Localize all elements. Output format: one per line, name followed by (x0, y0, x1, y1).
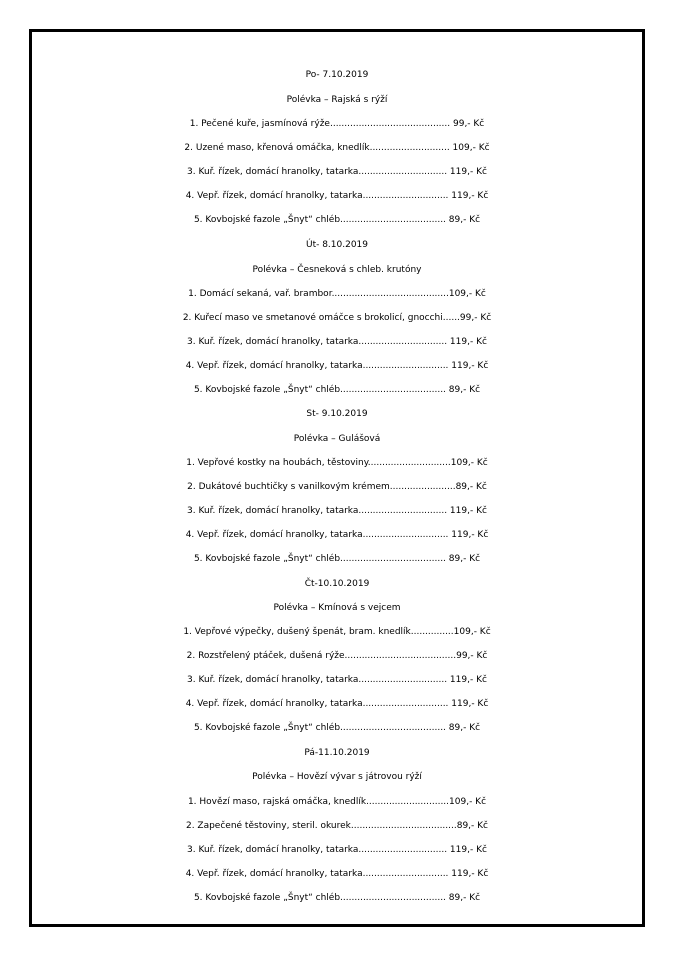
menu-item: 4. Vepř. řízek, domácí hranolky, tatarka.............................. 119,- Kč (185, 699, 489, 709)
menu-item: 2. Kuřecí maso ve smetanové omáčce s brokolicí, gnocchi......99,- Kč (182, 313, 492, 323)
soup-line: Polévka – Rajská s rýží (286, 95, 388, 105)
menu-item: 4. Vepř. řízek, domácí hranolky, tatarka.............................. 119,- Kč (185, 530, 489, 540)
menu-page-frame (29, 29, 645, 927)
menu-item: 1. Pečené kuře, jasmínová rýže.......................................... 99,- Kč (189, 119, 485, 129)
day-date: Čt-10.10.2019 (304, 579, 370, 589)
menu-item: 5. Kovbojské fazole „Šnyt“ chléb..................................... 89,- Kč (193, 215, 481, 225)
day-date: Pá-11.10.2019 (304, 748, 370, 758)
menu-item: 5. Kovbojské fazole „Šnyt“ chléb..................................... 89,- Kč (193, 723, 481, 733)
menu-item: 3. Kuř. řízek, domácí hranolky, tatarka............................... 119,- Kč (187, 845, 487, 855)
menu-item: 2. Rozstřelený ptáček, dušená rýže.......................................99,- Kč (186, 651, 488, 661)
menu-item: 1. Domácí sekaná, vař. brambor.........................................109,- Kč (188, 289, 486, 299)
menu-item: 2. Dukátové buchtičky s vanilkovým krémem.......................89,- Kč (187, 482, 487, 492)
day-date: St- 9.10.2019 (306, 409, 368, 419)
menu-item: 5. Kovbojské fazole „Šnyt“ chléb..................................... 89,- Kč (193, 893, 481, 903)
soup-line: Polévka – Hovězí vývar s játrovou rýží (252, 772, 422, 782)
menu-item: 5. Kovbojské fazole „Šnyt“ chléb..................................... 89,- Kč (193, 554, 481, 564)
menu-item: 1. Vepřové výpečky, dušený špenát, bram. knedlík...............109,- Kč (183, 627, 491, 637)
menu-item: 3. Kuř. řízek, domácí hranolky, tatarka............................... 119,- Kč (187, 675, 487, 685)
day-date: Po- 7.10.2019 (305, 70, 369, 80)
menu-item: 1. Hovězí maso, rajská omáčka, knedlík.............................109,- Kč (187, 797, 487, 807)
day-date: Út- 8.10.2019 (305, 240, 369, 250)
menu-item: 5. Kovbojské fazole „Šnyt“ chléb..................................... 89,- Kč (193, 385, 481, 395)
menu-item: 3. Kuř. řízek, domácí hranolky, tatarka............................... 119,- Kč (187, 506, 487, 516)
soup-line: Polévka – Gulášová (293, 434, 381, 444)
menu-item: 1. Vepřové kostky na houbách, těstoviny.............................109,- Kč (186, 458, 488, 468)
soup-line: Polévka – Česneková s chleb. krutóny (252, 265, 422, 275)
menu-item: 3. Kuř. řízek, domácí hranolky, tatarka............................... 119,- Kč (187, 167, 487, 177)
menu-item: 4. Vepř. řízek, domácí hranolky, tatarka.............................. 119,- Kč (185, 191, 489, 201)
menu-item: 4. Vepř. řízek, domácí hranolky, tatarka.............................. 119,- Kč (185, 361, 489, 371)
menu-item: 2. Uzené maso, křenová omáčka, knedlík............................ 109,- Kč (184, 143, 490, 153)
menu-item: 4. Vepř. řízek, domácí hranolky, tatarka.............................. 119,- Kč (185, 869, 489, 879)
menu-item: 3. Kuř. řízek, domácí hranolky, tatarka............................... 119,- Kč (187, 337, 487, 347)
soup-line: Polévka – Kmínová s vejcem (273, 603, 401, 613)
menu-item: 2. Zapečené těstoviny, steril. okurek.....................................89,- Kč (185, 821, 489, 831)
